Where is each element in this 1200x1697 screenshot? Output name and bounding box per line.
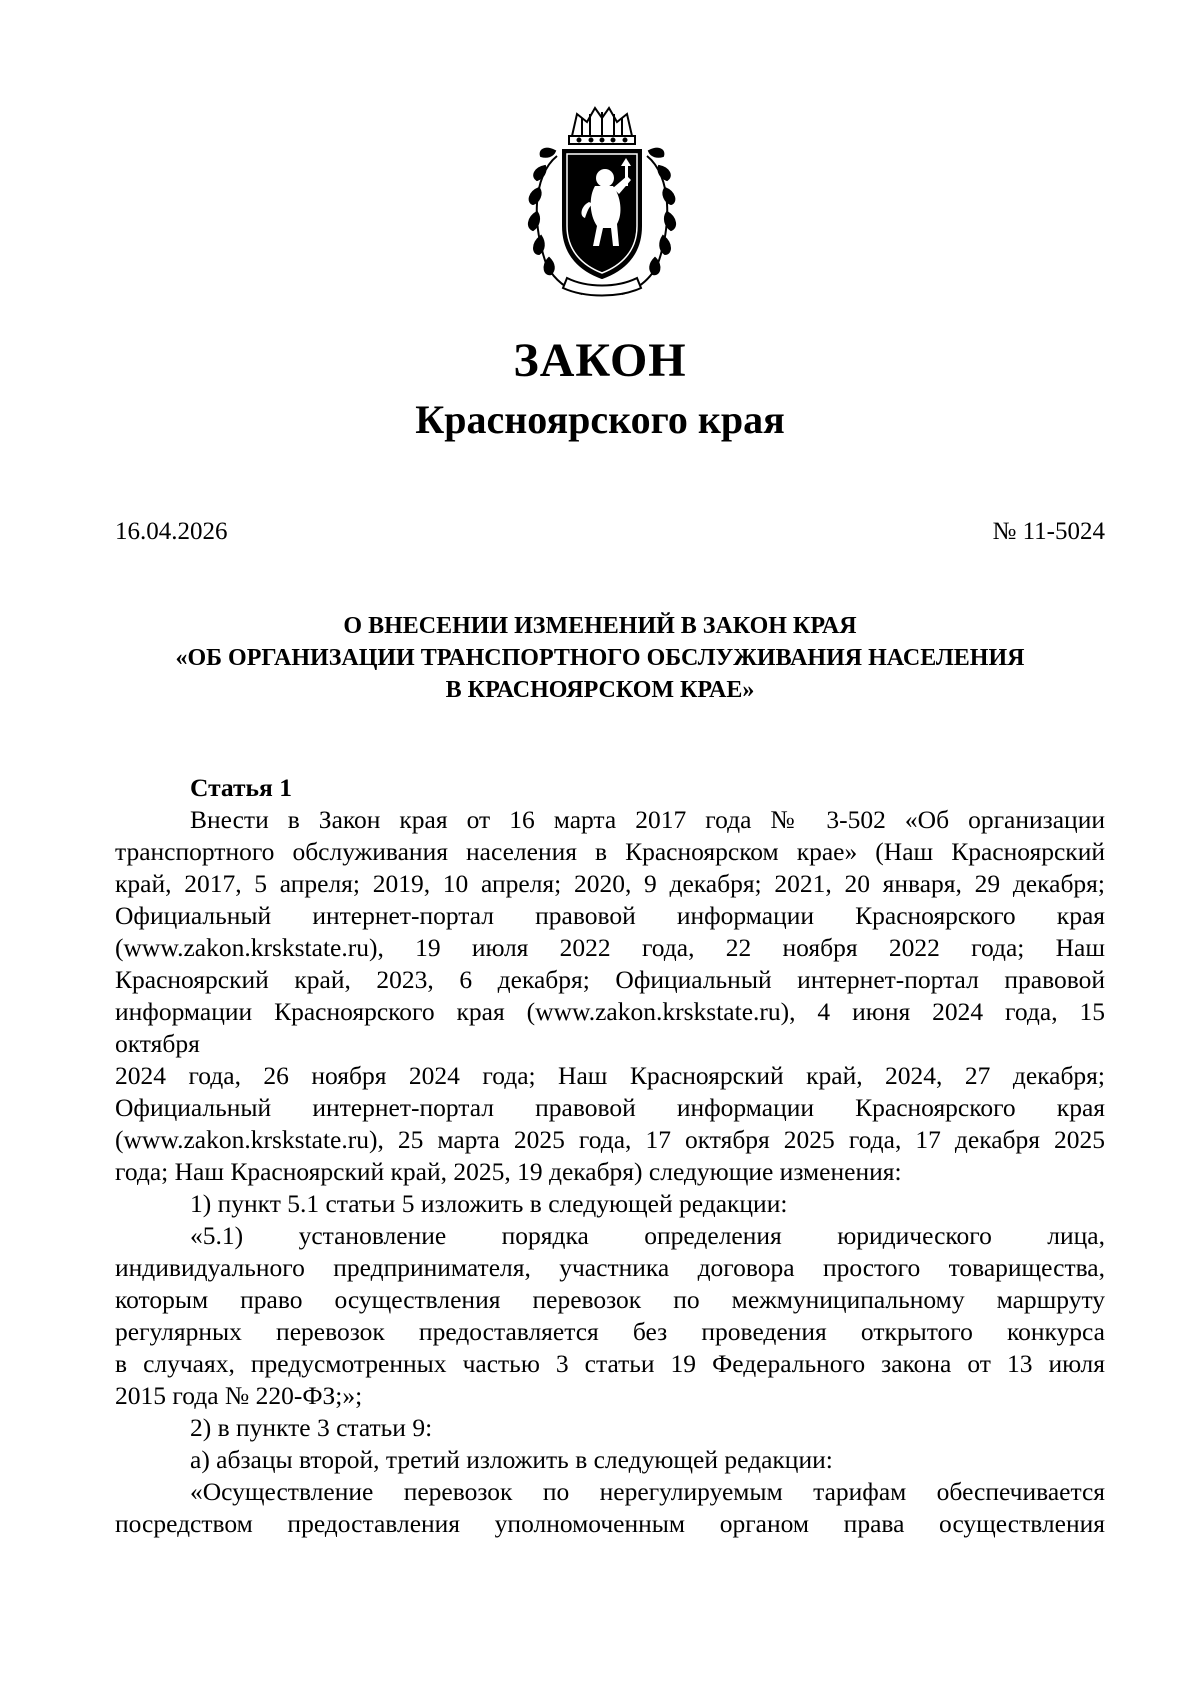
body-line: посредством предоставления уполномоченным органом права осуществления (115, 1509, 1105, 1538)
body-line: в случаях, предусмотренных частью 3 статьи 19 Федерального закона от 13 июля (115, 1349, 1105, 1378)
body-line: Красноярский край, 2023, 6 декабря; Официальный интернет-портал правовой (115, 965, 1105, 994)
body-line: «Осуществление перевозок по нерегулируемым тарифам обеспечивается (190, 1477, 1105, 1506)
body-line: регулярных перевозок предоставляется без проведения открытого конкурса (115, 1317, 1105, 1346)
document-number: № 11-5024 (992, 518, 1105, 545)
body-line: «5.1) установление порядка определения юридического лица, (190, 1221, 1105, 1250)
body-line: край, 2017, 5 апреля; 2019, 10 апреля; 2020, 9 декабря; 2021, 20 января, 29 декабря; (115, 869, 1105, 898)
law-heading-line: О ВНЕСЕНИИ ИЗМЕНЕНИЙ В ЗАКОН КРАЯ (343, 613, 857, 639)
coat-of-arms-icon (527, 106, 677, 303)
body-line: индивидуального предпринимателя, участника договора простого товарищества, (115, 1253, 1105, 1282)
body-line: 2015 года № 220-ФЗ;»; (115, 1381, 363, 1410)
body-line: октября (115, 1029, 200, 1058)
body-line: информации Красноярского края (www.zakon.krskstate.ru), 4 июня 2024 года, 15 (115, 997, 1105, 1026)
document-subtitle: Красноярского края (415, 397, 785, 442)
article-title: Статья 1 (190, 773, 292, 802)
body-line: 1) пункт 5.1 статьи 5 изложить в следующей редакции: (190, 1189, 788, 1218)
law-heading-line: В КРАСНОЯРСКОМ КРАЕ» (445, 677, 755, 703)
body-line: транспортного обслуживания населения в Красноярском крае» (Наш Красноярский (115, 837, 1105, 866)
body-line: Официальный интернет-портал правовой информации Красноярского края (115, 901, 1105, 930)
body-line: а) абзацы второй, третий изложить в следующей редакции: (190, 1445, 833, 1474)
body-line: 2024 года, 26 ноября 2024 года; Наш Красноярский край, 2024, 27 декабря; (115, 1061, 1105, 1090)
law-heading-line: «ОБ ОРГАНИЗАЦИИ ТРАНСПОРТНОГО ОБСЛУЖИВАНИЯ НАСЕЛЕНИЯ (175, 645, 1025, 671)
article-body (115, 772, 1105, 1540)
body-line: (www.zakon.krskstate.ru), 19 июля 2022 года, 22 ноября 2022 года; Наш (115, 933, 1105, 962)
body-line: которым право осуществления перевозок по межмуниципальному маршруту (115, 1285, 1105, 1314)
body-line: года; Наш Красноярский край, 2025, 19 декабря) следующие изменения: (115, 1157, 902, 1186)
document-date: 16.04.2026 (115, 518, 228, 545)
body-line: (www.zakon.krskstate.ru), 25 марта 2025 года, 17 октября 2025 года, 17 декабря 2025 (115, 1125, 1105, 1154)
body-line: Внести в Закон края от 16 марта 2017 года № 3-502 «Об организации (190, 805, 1105, 834)
law-heading (0, 610, 1200, 706)
body-line: Официальный интернет-портал правовой информации Красноярского края (115, 1093, 1105, 1122)
body-line: 2) в пункте 3 статьи 9: (190, 1413, 433, 1442)
document-title: ЗАКОН (513, 334, 687, 387)
